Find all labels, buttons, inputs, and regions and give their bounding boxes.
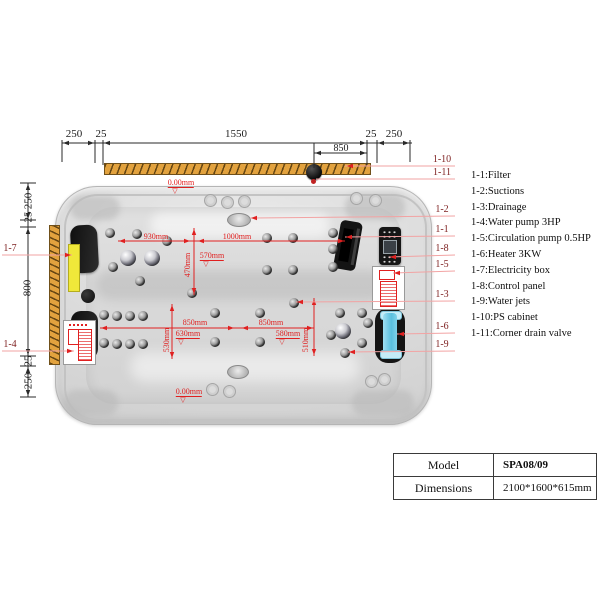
callout-label-1-7: 1-7 (3, 243, 17, 254)
datum-symbol: ▽ (172, 187, 178, 195)
datum-symbol: ▽ (178, 338, 184, 346)
dim-1000mm: 1000mm (222, 232, 252, 241)
legend-item: 1-4:Water pump 3HP (471, 217, 561, 229)
left-dim-25-top: 25 (22, 211, 35, 223)
datum-label-top: 0.00mm (167, 178, 195, 187)
datum-symbol: ▽ (180, 396, 186, 404)
legend-item: 1-3:Drainage (471, 201, 527, 213)
datum-symbol: ▽ (279, 338, 285, 346)
legend-item: 1-9:Water jets (471, 296, 530, 308)
top-dim-25-left: 25 (95, 128, 107, 140)
callout-label-1-5: 1-5 (435, 259, 449, 270)
callout-label-1-9: 1-9 (435, 339, 449, 350)
model-label: Model (394, 454, 494, 476)
dim-850mm-left: 850mm (182, 318, 208, 327)
callout-label-1-1: 1-1 (435, 224, 449, 235)
top-dim-250-left: 250 (65, 128, 83, 140)
legend-item: 1-5:Circulation pump 0.5HP (471, 233, 591, 245)
dim-850mm-right: 850mm (258, 318, 284, 327)
dim-510mm: 510mm (301, 327, 310, 353)
legend-item: 1-10:PS cabinet (471, 312, 538, 324)
left-dim-25-bottom: 25 (22, 355, 35, 367)
legend-item: 1-11:Corner drain valve (471, 327, 572, 339)
dim-470mm: 470mm (183, 252, 192, 278)
dimensions-value: 2100*1600*615mm (503, 482, 592, 494)
parts-legend (471, 168, 591, 342)
callout-label-1-8: 1-8 (435, 243, 449, 254)
callout-label-1-4: 1-4 (3, 339, 17, 350)
callout-label-1-10: 1-10 (432, 154, 452, 165)
legend-item: 1-7:Electricity box (471, 264, 551, 276)
top-dim-1550: 1550 (225, 128, 247, 140)
callout-label-1-6: 1-6 (435, 321, 449, 332)
dim-630mm: 630mm (175, 329, 201, 338)
dim-530mm: 530mm (162, 327, 171, 353)
datum-symbol: ▽ (203, 260, 209, 268)
model-value: SPA08/09 (503, 459, 549, 471)
callout-label-1-3: 1-3 (435, 289, 449, 300)
legend-item: 1-1:Filter (471, 170, 511, 181)
left-dim-250-bottom: 250 (22, 372, 35, 390)
callout-label-1-11: 1-11 (433, 167, 451, 178)
legend-item: 1-8:Control panel (471, 280, 546, 292)
legend-item: 1-2:Suctions (471, 185, 525, 197)
left-dim-250-top: 250 (22, 192, 35, 210)
spec-table (393, 453, 597, 500)
callout-label-1-2: 1-2 (435, 204, 449, 215)
top-dim-25-right: 25 (365, 128, 377, 140)
top-dim-250-right: 250 (385, 128, 403, 140)
left-dim-800: 800 (21, 279, 34, 297)
dim-930mm: 930mm (143, 232, 169, 241)
dim-580mm: 580mm (275, 329, 301, 338)
datum-label-bottom: 0.00mm (175, 387, 203, 396)
top-dim-850: 850 (333, 143, 349, 154)
dim-570mm: 570mm (199, 251, 225, 260)
spec-table-row-dimensions (394, 477, 596, 499)
spec-table-row-model (394, 454, 596, 477)
dimensions-label: Dimensions (394, 477, 494, 499)
legend-item: 1-6:Heater 3KW (471, 248, 542, 260)
